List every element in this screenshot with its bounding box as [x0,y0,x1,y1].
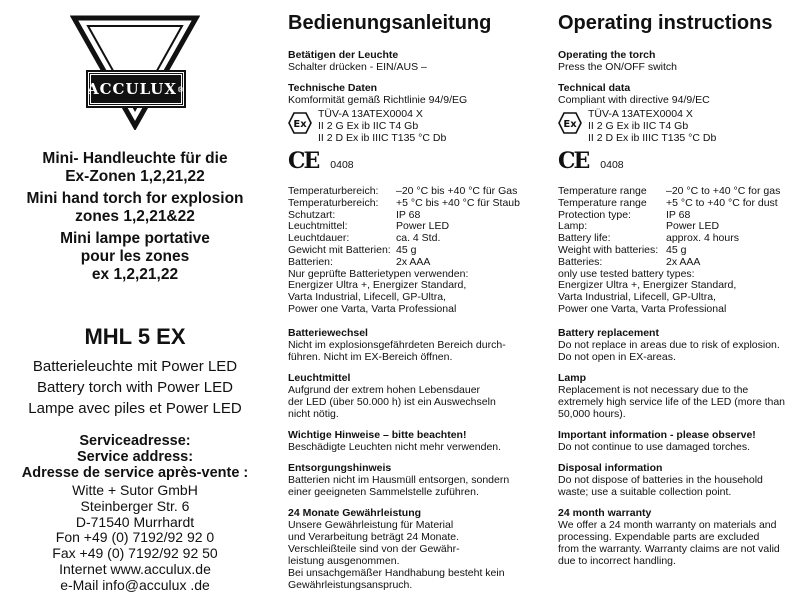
section-heading: Betätigen der Leuchte [288,49,399,61]
product-descriptions [0,356,270,419]
section-text: einer geeigneten Sammelstelle zuführen. [288,485,479,498]
section-text: führen. Nicht im EX-Bereich öffnen. [288,350,453,363]
section-text: leistung ausgenommen. [288,554,400,567]
battery-note: Power one Varta, Varta Professional [288,302,457,315]
service-heading: Service address: [76,449,194,465]
english-instructions [558,0,803,576]
svg-text:Ex: Ex [563,119,577,130]
address-line: e-Mail info@acculux .de [60,576,210,593]
battery-note: Energizer Ultra +, Energizer Standard, [558,279,737,292]
spec-row: Gewicht mit Batterien: 45 g [288,243,417,256]
section-text: Beschädigte Leuchten nicht mehr verwenden. [288,440,502,453]
address-line: D-71540 Murrhardt [75,513,195,530]
ex-hexagon-icon [288,112,312,134]
section-text: Schalter drücken - EIN/AUS – [288,61,427,73]
section-heading: Entsorgungshinweis [288,461,392,474]
cover-panel [0,0,270,594]
section-text: Compliant with directive 94/9/EC [558,94,710,106]
title-line: zones 1,2,21&22 [75,208,195,225]
section-text: Gewährleistungsanspruch. [288,578,413,591]
page-title: Bedienungsanleitung [288,12,492,34]
logo-wordmark: ACCULUX ® [88,72,184,106]
spec-row: Temperaturbereich: +5 °C bis +40 °C für Staub [288,196,520,209]
section-heading: Leuchtmittel [288,371,351,384]
cert-line: II 2 G Ex ib IIC T4 Gb [588,120,689,132]
spec-row: Protection type: IP 68 [558,208,691,221]
section-text: Do not open in EX-areas. [558,350,676,363]
ex-hexagon-icon [558,112,582,134]
model-name: MHL 5 EX [84,324,186,349]
cert-line: II 2 G Ex ib IIC T4 Gb [318,120,419,132]
spec-row: Temperaturbereich: –20 °C bis +40 °C für Gas [288,185,518,197]
address-line: Fon +49 (0) 7192/92 92 0 [55,529,215,546]
cert-line: TÜV-A 13ATEX0004 X [318,108,423,120]
battery-note: Power one Varta, Varta Professional [558,302,727,315]
section-heading: Technische Daten [288,82,378,94]
spec-row: Lamp: Power LED [558,220,720,233]
cert-line: II 2 D Ex ib IIIC T135 °C Db [318,132,447,144]
section-heading: Technical data [558,82,631,94]
title-line: Mini- Handleuchte für die [42,150,228,167]
section-text: Nicht im explosionsgefährdeten Bereich durch- [288,338,506,351]
title-line: Mini lampe portative [60,230,210,247]
section-text: We offer a 24 month warranty on materials and [558,518,777,531]
section-heading: Lamp [558,371,587,384]
section-heading: Operating the torch [558,49,656,61]
battery-note: only use tested battery types: [558,267,695,280]
spec-table [288,186,538,316]
battery-note: Energizer Ultra +, Energizer Standard, [288,279,467,292]
section-text: Bei unsachgemäßer Handhabung besteht kein [288,566,505,579]
title-line: ex 1,2,21,22 [91,266,179,283]
german-instructions [288,0,538,600]
spec-row: Temperature range –20 °C to +40 °C for gas [558,185,781,197]
description-line: Lampe avec piles et Power LED [28,400,242,417]
ce-mark [558,148,803,174]
product-titles [0,150,270,284]
section-text: der LED (über 50.000 h) ist ein Auswechseln [288,395,496,408]
section-text: Press the ON/OFF switch [558,61,678,73]
section-text: Komformität gemäß Richtlinie 94/9/EG [288,94,468,106]
cert-line: II 2 D Ex ib IIIC T135 °C Db [588,132,717,144]
ce-icon: CE [558,148,589,174]
address-line: Internet www.acculux.de [59,560,211,577]
title-line: Mini hand torch for explosion [26,190,244,207]
section-heading: Wichtige Hinweise – bitte beachten! [288,428,467,441]
section-text: extremely high service life of the LED (more than [558,395,786,408]
section-text: nicht nötig. [288,407,339,420]
page-title: Operating instructions [558,12,773,34]
spec-row: Temperature range +5 °C to +40 °C for dust [558,196,778,209]
spec-row: Batteries: 2x AAA [558,255,701,268]
spec-table [558,186,803,316]
section-text: Unsere Gewährleistung für Material [288,518,454,531]
section-text: Replacement is not necessary due to the [558,383,749,396]
service-heading: Adresse de service après-vente : [21,465,249,481]
address-line: Witte + Sutor GmbH [72,482,198,498]
title-line: Ex-Zonen 1,2,21,22 [65,168,205,185]
title-line: pour les zones [80,248,190,265]
section-text: Batterien nicht im Hausmüll entsorgen, sondern [288,473,510,486]
section-heading: 24 month warranty [558,506,652,519]
section-text: Do not replace in areas due to risk of explosion. [558,338,780,351]
section-heading: Battery replacement [558,326,659,339]
spec-row: Battery life: approx. 4 hours [558,232,739,245]
service-headings [0,433,270,481]
description-line: Batterieleuchte mit Power LED [32,358,238,375]
svg-text:Ex: Ex [293,119,307,130]
section-text: processing. Expendable parts are excluded [558,530,760,543]
section-text: 50,000 hours). [558,407,626,420]
ex-certification [288,108,538,144]
section-heading: Batteriewechsel [288,326,368,339]
section-text: Do not continue to use damaged torches. [558,440,751,453]
section-heading: 24 Monate Gewährleistung [288,506,422,519]
description-line: Battery torch with Power LED [37,379,233,396]
battery-note: Varta Industrial, Lifecell, GP-Ultra, [288,291,446,304]
service-address [0,483,270,594]
ce-mark [288,148,538,174]
section-text: und Verarbeitung beträgt 24 Monate. [288,530,460,543]
spec-row: Schutzart: IP 68 [288,208,421,221]
section-text: Verschleißteile sind von der Gewähr- [288,542,460,555]
notified-body-number: 0408 [330,159,354,171]
notified-body-number: 0408 [600,159,624,171]
address-line: Steinberger Str. 6 [80,497,190,514]
section-text: Aufgrund der extrem hohen Lebensdauer [288,383,481,396]
ce-icon: CE [288,148,319,174]
ex-certification [558,108,803,144]
section-text: Do not dispose of batteries in the household [558,473,763,486]
spec-row: Batterien: 2x AAA [288,255,431,268]
spec-row: Weight with batteries: 45 g [558,243,687,256]
section-text: waste; use a suitable collection point. [558,485,732,498]
section-heading: Disposal information [558,461,663,474]
spec-row: Leuchtdauer: ca. 4 Std. [288,232,441,245]
cert-line: TÜV-A 13ATEX0004 X [588,108,693,120]
section-heading: Important information - please observe! [558,428,756,441]
spec-row: Leuchtmittel: Power LED [288,220,450,233]
section-text: due to incorrect handling. [558,554,676,567]
address-line: Fax +49 (0) 7192/92 92 50 [52,545,218,562]
service-heading: Serviceadresse: [79,433,191,449]
battery-note: Varta Industrial, Lifecell, GP-Ultra, [558,291,716,304]
acculux-logo [0,0,270,142]
battery-note: Nur geprüfte Batterietypen verwenden: [288,267,469,280]
section-text: from the warranty. Warranty claims are not valid [558,542,780,555]
